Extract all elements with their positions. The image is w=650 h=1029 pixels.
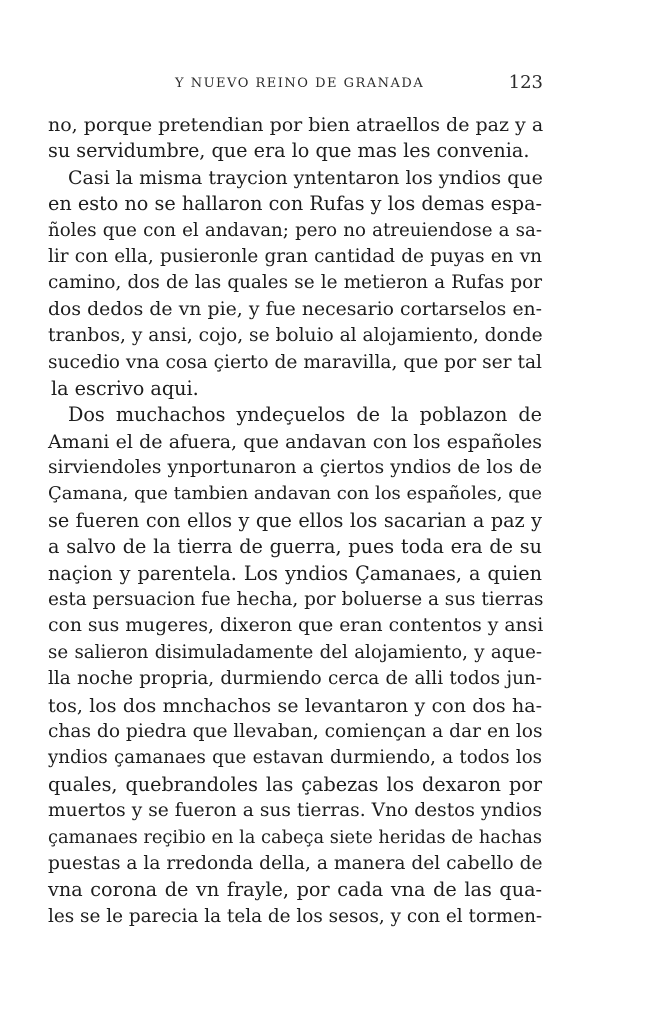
text-line: se salieron disimuladamente del alojamiento, y aque-	[48, 641, 542, 663]
page-number: 123	[508, 72, 543, 93]
text-line: esta persuacion fue hecha, por boluerse a sus tierras	[48, 589, 544, 611]
text-line: sirviendoles ynportunaron a çiertos yndios de los de	[48, 457, 542, 479]
text-line: muertos y se fueron a sus tierras. Vno destos yndios	[48, 800, 542, 822]
text-line: dos dedos de vn pie, y fue necesario cortarselos en-	[48, 298, 542, 320]
text-line: en esto no se hallaron con Rufas y los demas espa-	[48, 192, 542, 216]
text-line: puestas a la rredonda della, a manera del cabello de	[48, 852, 543, 874]
text-line: se fueren con ellos y que ellos los sacarian a paz y	[48, 508, 542, 532]
text-line: lla noche propria, durmiendo cerca de alli todos jun-	[48, 668, 542, 690]
running-head	[48, 72, 542, 96]
text-line: yndios çamanaes que estavan durmiendo, a todos los	[48, 747, 542, 769]
text-line: sucedio vna cosa çierto de maravilla, que por ser tal	[48, 351, 542, 373]
text-line: la escrivo aqui.	[51, 376, 199, 400]
text-line: a salvo de la tierra de guerra, pues toda era de su	[48, 535, 542, 559]
body-text	[48, 112, 542, 930]
text-line: con sus mugeres, dixeron que eran contentos y ansi	[48, 615, 544, 637]
text-line: camino, dos de las quales se le metieron a Rufas por	[48, 272, 542, 294]
text-line: chas do piedra que llevaban, comiençan a dar en los	[48, 720, 543, 742]
text-line: ñoles que con el andavan; pero no atreuiendose a sa-	[48, 219, 542, 241]
text-line: no, porque pretendian por bien atraellos de paz y a	[48, 114, 544, 136]
text-line: naçion y parentela. Los yndios Çamanaes, a quien	[48, 561, 542, 585]
text-line: Casi la misma traycion yntentaron los yndios que	[68, 166, 543, 189]
text-line: çamanaes reçibio en la cabeça siete heridas de hachas	[48, 826, 543, 848]
text-line: su servidumbre, que era lo que mas les convenia.	[48, 139, 530, 163]
text-line: lir con ella, pusieronle gran cantidad de puyas en vn	[48, 245, 542, 267]
text-line: tos, los dos mnchachos se levantaron y con dos ha-	[48, 694, 542, 717]
running-title: Y NUEVO REINO DE GRANADA	[175, 76, 425, 91]
text-line: Çamana, que tambien andavan con los españoles, que	[48, 483, 542, 505]
text-line: les se le parecia la tela de los sesos, y con el tormen-	[48, 905, 543, 927]
text-line: vna corona de vn frayle, por cada vna de las qua-	[48, 878, 542, 902]
text-line: quales, quebrandoles las çabezas los dexaron por	[48, 772, 542, 796]
text-line: tranbos, y ansi, cojo, se boluio al alojamiento, donde	[48, 325, 543, 347]
text-line: Dos muchachos yndeçuelos de la poblazon de	[68, 403, 542, 427]
text-line: Amani el de afuera, que andavan con los españoles	[48, 430, 542, 453]
